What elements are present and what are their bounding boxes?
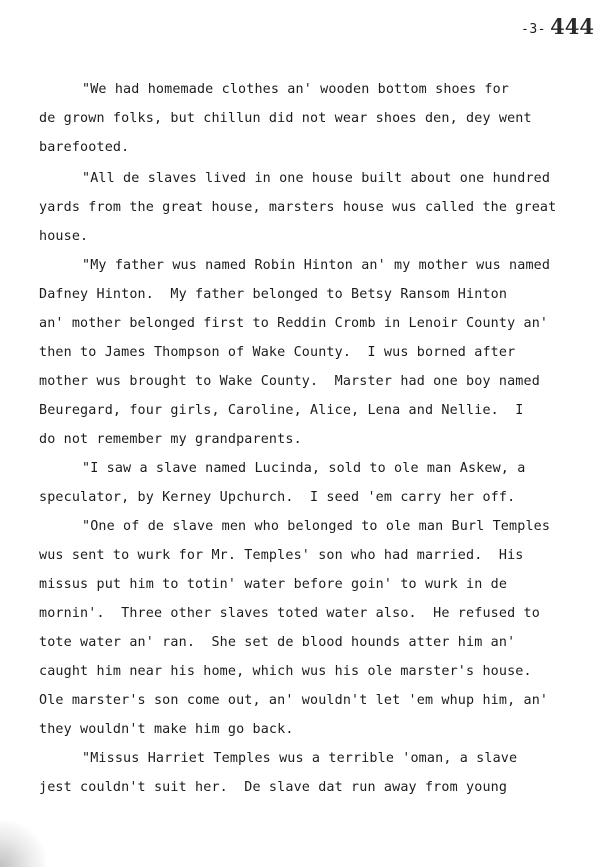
text-line: do not remember my grandparents. — [39, 432, 302, 447]
text-line: Ole marster's son come out, an' wouldn't let 'em whup him, an' — [39, 693, 549, 708]
text-line: missus put him to totin' water before goin' to wurk in de — [39, 577, 508, 592]
text-line: tote water an' ran. She set de blood hounds atter him an' — [39, 635, 516, 650]
text-line: mornin'. Three other slaves toted water also. He refused to — [39, 606, 540, 621]
text-line: "All de slaves lived in one house built about one hundred — [82, 171, 551, 186]
text-line: "Missus Harriet Temples wus a terrible 'oman, a slave — [82, 751, 518, 766]
scan-smudge — [0, 821, 46, 867]
text-line: an' mother belonged first to Reddin Cromb in Lenoir County an' — [39, 316, 549, 331]
text-line: Dafney Hinton. My father belonged to Betsy Ransom Hinton — [39, 287, 508, 302]
page-number: -3- — [521, 22, 546, 37]
archive-number: 444 — [550, 14, 594, 39]
text-line: wus sent to wurk for Mr. Temples' son who had married. His — [39, 548, 524, 563]
text-line: "One of de slave men who belonged to ole man Burl Temples — [82, 519, 551, 534]
text-line: "I saw a slave named Lucinda, sold to ole man Askew, a — [82, 461, 526, 476]
text-line: they wouldn't make him go back. — [39, 722, 294, 737]
text-line: "We had homemade clothes an' wooden bottom shoes for — [82, 82, 510, 97]
text-line: de grown folks, but chillun did not wear shoes den, dey went — [39, 111, 532, 126]
text-line: mother wus brought to Wake County. Marster had one boy named — [39, 374, 540, 389]
text-line: jest couldn't suit her. De slave dat run away from young — [39, 780, 508, 795]
text-line: speculator, by Kerney Upchurch. I seed 'em carry her off. — [39, 490, 516, 505]
text-line: then to James Thompson of Wake County. I wus borned after — [39, 345, 516, 360]
text-line: yards from the great house, marsters house wus called the great — [39, 200, 557, 215]
text-line: Beuregard, four girls, Caroline, Alice, Lena and Nellie. I — [39, 403, 524, 418]
text-line: "My father wus named Robin Hinton an' my mother wus named — [82, 258, 551, 273]
text-line: barefooted. — [39, 140, 130, 155]
text-line: caught him near his home, which wus his ole marster's house. — [39, 664, 532, 679]
text-line: house. — [39, 229, 89, 244]
